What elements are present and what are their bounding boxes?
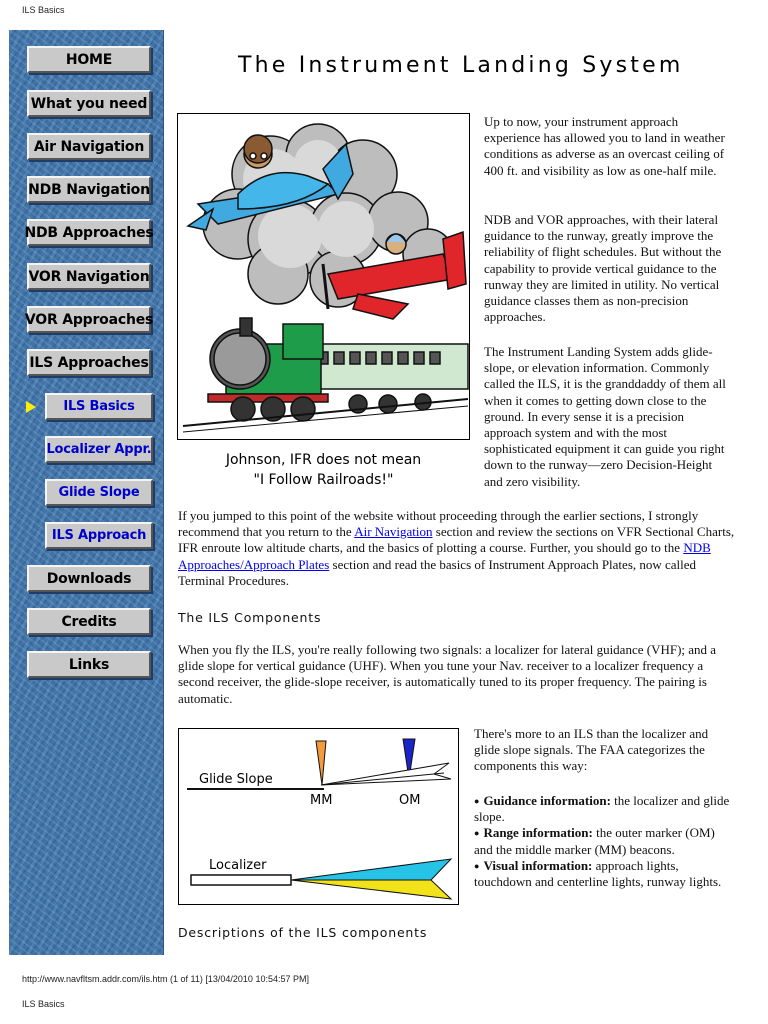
recommendation-text-b: section and review the sections on VFR Sectional Charts, IFR enroute low altitude charts, and the basics of plotting a course. Further, you should go to the [178, 524, 735, 556]
bullet-icon: ● [474, 860, 480, 871]
current-page-arrow-icon [26, 401, 36, 413]
cartoon-illustration [177, 113, 470, 440]
caption-line-1: Johnson, IFR does not mean [225, 452, 422, 468]
list-item-text: approach lights, touchdown and centerline lights, runway lights. [474, 857, 722, 890]
recommendation-text-c: section and read the basics of Instrument Approach Plates, now called Terminal Procedures. [178, 556, 697, 588]
nav-glide-slope-button[interactable]: Glide Slope [45, 479, 153, 506]
recommendation-text-a: If you jumped to this point of the website without proceeding through the earlier sections, I strongly recommend that you return to the [178, 508, 699, 540]
nav-ils-approach-button[interactable]: ILS Approach [45, 522, 153, 549]
diagram-glide-slope-label: Glide Slope [199, 772, 273, 787]
nav-home-button[interactable]: HOME [27, 46, 151, 73]
diagram-localizer-label: Localizer [209, 858, 267, 873]
nav-vor-approaches-button[interactable]: VOR Approaches [27, 306, 151, 333]
nav-ndb-approaches-button[interactable]: NDB Approaches [27, 219, 151, 246]
list-item [474, 825, 736, 857]
list-item [474, 793, 736, 825]
diagram-mm-label: MM [310, 793, 333, 808]
nav-what-you-need-button[interactable]: What you need [27, 90, 151, 117]
print-header: ILS Basics [22, 5, 65, 15]
list-item [474, 858, 736, 890]
list-item-text: the localizer and glide slope. [474, 793, 730, 825]
nav-vor-navigation-button[interactable]: VOR Navigation [27, 263, 151, 290]
nav-links-button[interactable]: Links [27, 651, 151, 678]
ils-diagram [178, 728, 459, 905]
nav-ils-basics-button[interactable]: ILS Basics [45, 393, 153, 420]
print-footer-next-header: ILS Basics [22, 999, 65, 1009]
nav-ndb-navigation-button[interactable]: NDB Navigation [27, 176, 151, 203]
components-list [474, 793, 736, 890]
bullet-icon: ● [474, 828, 480, 839]
list-item-text: the outer marker (OM) and the middle marker (MM) beacons. [474, 825, 715, 857]
descriptions-heading: Descriptions of the ILS components [178, 925, 428, 940]
diagram-om-label: OM [399, 793, 421, 808]
components-heading: The ILS Components [178, 610, 322, 625]
nav-downloads-button[interactable]: Downloads [27, 565, 151, 592]
sidebar [9, 30, 164, 955]
print-footer-url: http://www.navfltsm.addr.com/ils.htm (1 of 11) [13/04/2010 10:54:57 PM] [22, 974, 309, 984]
list-item-term: Range information: [483, 825, 593, 841]
ndb-approach-plates-link[interactable]: NDB Approaches/Approach Plates [178, 540, 711, 572]
nav-air-navigation-button[interactable]: Air Navigation [27, 133, 151, 160]
intro-paragraph-3: The Instrument Landing System adds glide-slope, or elevation information. Commonly called the ILS, it is the granddaddy of them all when it comes to getting down close to the ground. In every sense it is a precision approach system and with the most sophisticated equipment it can guide you right down to the runway—zero Decision-Height and zero visibility. [484, 344, 726, 489]
nav-credits-button[interactable]: Credits [27, 608, 151, 635]
nav-localizer-appr-button[interactable]: Localizer Appr. [45, 436, 153, 463]
components-paragraph: When you fly the ILS, you're really following two signals: a localizer for lateral guidance (VHF); and a glide slope for vertical guidance (UHF). When you tune your Nav. receiver to a localizer frequency a second receiver, the glide-slope receiver, is automatically tuned to its proper frequency. The pairing is automatic. [178, 642, 717, 706]
airplanes-train-cartoon-icon [178, 114, 470, 440]
bullet-icon: ● [474, 796, 480, 806]
recommendation-paragraph [178, 508, 738, 589]
page-title: The Instrument Landing System [238, 53, 684, 78]
nav-ils-approaches-button[interactable]: ILS Approaches [27, 349, 151, 376]
list-item-term: Visual information: [483, 857, 593, 873]
intro-paragraph-1: Up to now, your instrument approach experience has allowed you to land in weather conditions as adverse as an overcast ceiling of 400 ft. and visibility as low as one-half mile. [484, 114, 725, 178]
caption-line-2: "I Follow Railroads!" [253, 472, 394, 488]
components-intro-paragraph: There's more to an ILS than the localizer and glide slope signals. The FAA categorizes the components this way: [474, 726, 709, 774]
intro-paragraph-2: NDB and VOR approaches, with their lateral guidance to the runway, greatly improve the reliability of flight schedules. But without the capability to provide vertical guidance to the runway they are limited in utility. No vertical guidance classes them as non-precision approaches. [484, 212, 722, 325]
cartoon-caption [177, 450, 470, 490]
air-navigation-link[interactable]: Air Navigation [354, 524, 433, 540]
list-item-term: Guidance information: [483, 793, 611, 808]
ils-signal-diagram-icon [179, 729, 460, 906]
